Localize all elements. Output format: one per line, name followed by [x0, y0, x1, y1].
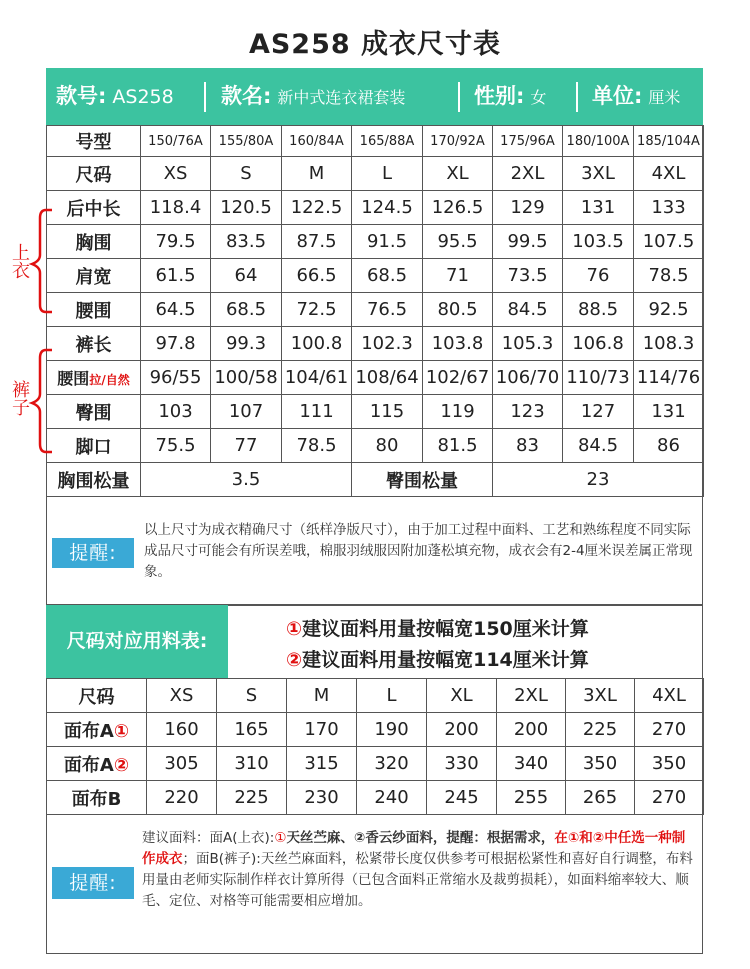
row-label: [47, 361, 141, 395]
fabric-table: [46, 678, 704, 815]
value-cell: 350: [635, 747, 704, 781]
fabric-note-1: [286, 614, 589, 641]
header-divider: [204, 82, 206, 112]
value-cell: 96/55: [141, 361, 211, 395]
top-bracket: [32, 210, 52, 312]
value-cell: 245: [427, 781, 497, 815]
value-cell: 103.8: [423, 327, 493, 361]
model-cell: 170/92A: [423, 126, 493, 157]
value-cell: 87.5: [282, 225, 352, 259]
size-table: [46, 125, 704, 497]
model-cell: 160/84A: [282, 126, 352, 157]
style-name-label: 款名:: [221, 84, 272, 108]
measure-row-hem: [47, 429, 704, 463]
header-divider: [576, 82, 578, 112]
style-number: [56, 68, 174, 125]
circle-marker: ②: [113, 754, 130, 776]
circle-marker: ①: [286, 618, 303, 640]
value-cell: 265: [566, 781, 635, 815]
value-cell: 170: [287, 713, 357, 747]
reminder-tag: 提醒:: [52, 538, 134, 568]
value-cell: 190: [357, 713, 427, 747]
value-cell: 255: [497, 781, 566, 815]
value-cell: 84.5: [563, 429, 634, 463]
row-label: 腰围: [47, 293, 141, 327]
fabric-size-label: 尺码: [47, 679, 147, 713]
value-cell: 92.5: [634, 293, 704, 327]
value-cell: 64: [211, 259, 282, 293]
measure-row-pants-length: [47, 327, 704, 361]
side-brackets: [0, 0, 60, 969]
header-divider: [458, 82, 460, 112]
value-cell: 115: [352, 395, 423, 429]
style-name-value: 新中式连衣裙套装: [277, 88, 406, 107]
reminder-tag: 提醒:: [52, 867, 134, 899]
measure-row-back-length: [47, 191, 704, 225]
value-cell: 100.8: [282, 327, 352, 361]
value-cell: 230: [287, 781, 357, 815]
measure-row-waist-top: [47, 293, 704, 327]
value-cell: 83: [493, 429, 563, 463]
value-cell: 71: [423, 259, 493, 293]
value-cell: 110/73: [563, 361, 634, 395]
value-cell: 76.5: [352, 293, 423, 327]
value-cell: 99.3: [211, 327, 282, 361]
model-cell: 165/88A: [352, 126, 423, 157]
value-cell: 80.5: [423, 293, 493, 327]
row-label-text: 腰围: [57, 369, 90, 388]
value-cell: 131: [563, 191, 634, 225]
value-cell: 120.5: [211, 191, 282, 225]
size-cell: 4XL: [634, 157, 704, 191]
style-name: [221, 68, 405, 125]
value-cell: 68.5: [211, 293, 282, 327]
info-header-bar: [46, 68, 703, 125]
size-label: 尺码: [47, 157, 141, 191]
size-cell: 2XL: [493, 157, 563, 191]
size-cell: XL: [423, 157, 493, 191]
value-cell: 66.5: [282, 259, 352, 293]
fabric-row-b: [47, 781, 704, 815]
value-cell: 104/61: [282, 361, 352, 395]
value-cell: 80: [352, 429, 423, 463]
size-cell: M: [282, 157, 352, 191]
pants-bracket: [32, 350, 52, 452]
row-label: 裤长: [47, 327, 141, 361]
gender: [474, 68, 546, 125]
value-cell: 76: [563, 259, 634, 293]
measure-row-chest: [47, 225, 704, 259]
value-cell: 105.3: [493, 327, 563, 361]
value-cell: 77: [211, 429, 282, 463]
value-cell: 111: [282, 395, 352, 429]
fabric-row-label: [47, 781, 147, 815]
fabric-row-label: [47, 713, 147, 747]
fabric-note-1-text: 建议面料用量按幅宽150厘米计算: [302, 618, 589, 640]
style-number-label: 款号:: [56, 84, 107, 108]
measure-row-shoulder: [47, 259, 704, 293]
value-cell: 124.5: [352, 191, 423, 225]
fabric-row-a1: [47, 713, 704, 747]
value-cell: 88.5: [563, 293, 634, 327]
value-cell: 68.5: [352, 259, 423, 293]
hip-ease-label: 臀围松量: [352, 463, 493, 497]
value-cell: 86: [634, 429, 704, 463]
value-cell: 91.5: [352, 225, 423, 259]
fabric-section-tab: 尺码对应用料表:: [46, 605, 228, 678]
value-cell: 119: [423, 395, 493, 429]
model-cell: 155/80A: [211, 126, 282, 157]
value-cell: 107.5: [634, 225, 704, 259]
value-cell: 95.5: [423, 225, 493, 259]
size-cell: XS: [141, 157, 211, 191]
value-cell: 220: [147, 781, 217, 815]
gender-label: 性别:: [474, 84, 525, 108]
value-cell: 350: [566, 747, 635, 781]
hip-ease-value: 23: [493, 463, 704, 497]
value-cell: 75.5: [141, 429, 211, 463]
style-number-value: AS258: [112, 86, 174, 108]
value-cell: 107: [211, 395, 282, 429]
fabric-row-a2: [47, 747, 704, 781]
row-label: 胸围: [47, 225, 141, 259]
value-cell: 127: [563, 395, 634, 429]
circle-marker: ①: [274, 830, 287, 846]
value-cell: 97.8: [141, 327, 211, 361]
value-cell: 81.5: [423, 429, 493, 463]
unit-label: 单位:: [592, 84, 643, 108]
fabric-row-label: [47, 747, 147, 781]
chest-ease-value: 3.5: [141, 463, 352, 497]
size-cell: XS: [147, 679, 217, 713]
fabric-advice-text: [142, 828, 698, 912]
advice-part: 天丝苎麻、②香云纱面料，提醒：根据需求，: [286, 830, 555, 846]
gender-value: 女: [530, 88, 547, 107]
value-cell: 126.5: [423, 191, 493, 225]
value-cell: 133: [634, 191, 704, 225]
fabric-note-2: [286, 645, 589, 672]
value-cell: 78.5: [634, 259, 704, 293]
value-cell: 330: [427, 747, 497, 781]
pants-garment-label: 裤子: [9, 380, 30, 416]
value-cell: 160: [147, 713, 217, 747]
size-cell: S: [217, 679, 287, 713]
measure-row-waist-pants: [47, 361, 704, 395]
size-cell: 2XL: [497, 679, 566, 713]
value-cell: 102/67: [423, 361, 493, 395]
value-cell: 118.4: [141, 191, 211, 225]
value-cell: 108/64: [352, 361, 423, 395]
value-cell: 240: [357, 781, 427, 815]
size-row: [47, 157, 704, 191]
advice-highlight: 在①和②中任选一种制作成衣: [142, 830, 686, 867]
value-cell: 78.5: [282, 429, 352, 463]
size-cell: L: [357, 679, 427, 713]
value-cell: 340: [497, 747, 566, 781]
value-cell: 114/76: [634, 361, 704, 395]
value-cell: 200: [427, 713, 497, 747]
fabric-row-label-text: 面布A: [63, 754, 114, 776]
row-label: 肩宽: [47, 259, 141, 293]
value-cell: 99.5: [493, 225, 563, 259]
unit-value: 厘米: [648, 88, 681, 107]
model-row: [47, 126, 704, 157]
page-title: AS258 成衣尺寸表: [248, 29, 502, 60]
value-cell: 100/58: [211, 361, 282, 395]
row-label: 后中长: [47, 191, 141, 225]
row-label: 脚口: [47, 429, 141, 463]
value-cell: 305: [147, 747, 217, 781]
model-cell: 175/96A: [493, 126, 563, 157]
model-label: 号型: [47, 126, 141, 157]
model-cell: 180/100A: [563, 126, 634, 157]
circle-marker: ②: [286, 649, 303, 671]
value-cell: 310: [217, 747, 287, 781]
value-cell: 102.3: [352, 327, 423, 361]
value-cell: 270: [635, 713, 704, 747]
measure-row-hip: [47, 395, 704, 429]
value-cell: 315: [287, 747, 357, 781]
value-cell: 225: [566, 713, 635, 747]
value-cell: 165: [217, 713, 287, 747]
value-cell: 103: [141, 395, 211, 429]
value-cell: 64.5: [141, 293, 211, 327]
fabric-row-label-text: 面布A: [63, 720, 114, 742]
size-cell: L: [352, 157, 423, 191]
unit: [592, 68, 680, 125]
value-cell: 200: [497, 713, 566, 747]
row-label: 臀围: [47, 395, 141, 429]
chest-ease-label: 胸围松量: [47, 463, 141, 497]
value-cell: 72.5: [282, 293, 352, 327]
value-cell: 61.5: [141, 259, 211, 293]
fabric-size-row: [47, 679, 704, 713]
value-cell: 131: [634, 395, 704, 429]
size-cell: M: [287, 679, 357, 713]
value-cell: 122.5: [282, 191, 352, 225]
value-cell: 79.5: [141, 225, 211, 259]
value-cell: 84.5: [493, 293, 563, 327]
value-cell: 83.5: [211, 225, 282, 259]
fabric-note-2-text: 建议面料用量按幅宽114厘米计算: [302, 649, 589, 671]
size-cell: 3XL: [566, 679, 635, 713]
size-cell: XL: [427, 679, 497, 713]
size-cell: 4XL: [635, 679, 704, 713]
size-cell: 3XL: [563, 157, 634, 191]
value-cell: 320: [357, 747, 427, 781]
value-cell: 129: [493, 191, 563, 225]
value-cell: 106/70: [493, 361, 563, 395]
value-cell: 123: [493, 395, 563, 429]
fabric-row-label-text: 面布B: [71, 788, 122, 810]
model-cell: 150/76A: [141, 126, 211, 157]
value-cell: 106.8: [563, 327, 634, 361]
advice-part: ；面B(裤子):天丝苎麻面料，松紧带长度仅供参考可根据松紧性和喜好自行调整，布料用量由老师实际制作样衣计算所得（已包含面料正常缩水及裁剪损耗），如面料缩率较大、顺毛、定位、对格等可能需要相应增加。: [142, 851, 693, 909]
value-cell: 225: [217, 781, 287, 815]
value-cell: 73.5: [493, 259, 563, 293]
reminder-text: 以上尺寸为成衣精确尺寸（纸样净版尺寸），由于加工过程中面料、工艺和熟练程度不同实际成品尺寸可能会有所误差哦，棉服羽绒服因附加蓬松填充物，成衣会有2-4厘米误差属正常现象。: [144, 522, 693, 580]
advice-part: 建议面料：面A(上衣):: [142, 830, 275, 846]
value-cell: 108.3: [634, 327, 704, 361]
size-cell: S: [211, 157, 282, 191]
value-cell: 270: [635, 781, 704, 815]
circle-marker: ①: [113, 720, 130, 742]
model-cell: 185/104A: [634, 126, 704, 157]
row-label-suffix: 拉/自然: [89, 373, 130, 387]
value-cell: 103.5: [563, 225, 634, 259]
ease-row: [47, 463, 704, 497]
top-garment-label: 上衣: [9, 243, 30, 279]
